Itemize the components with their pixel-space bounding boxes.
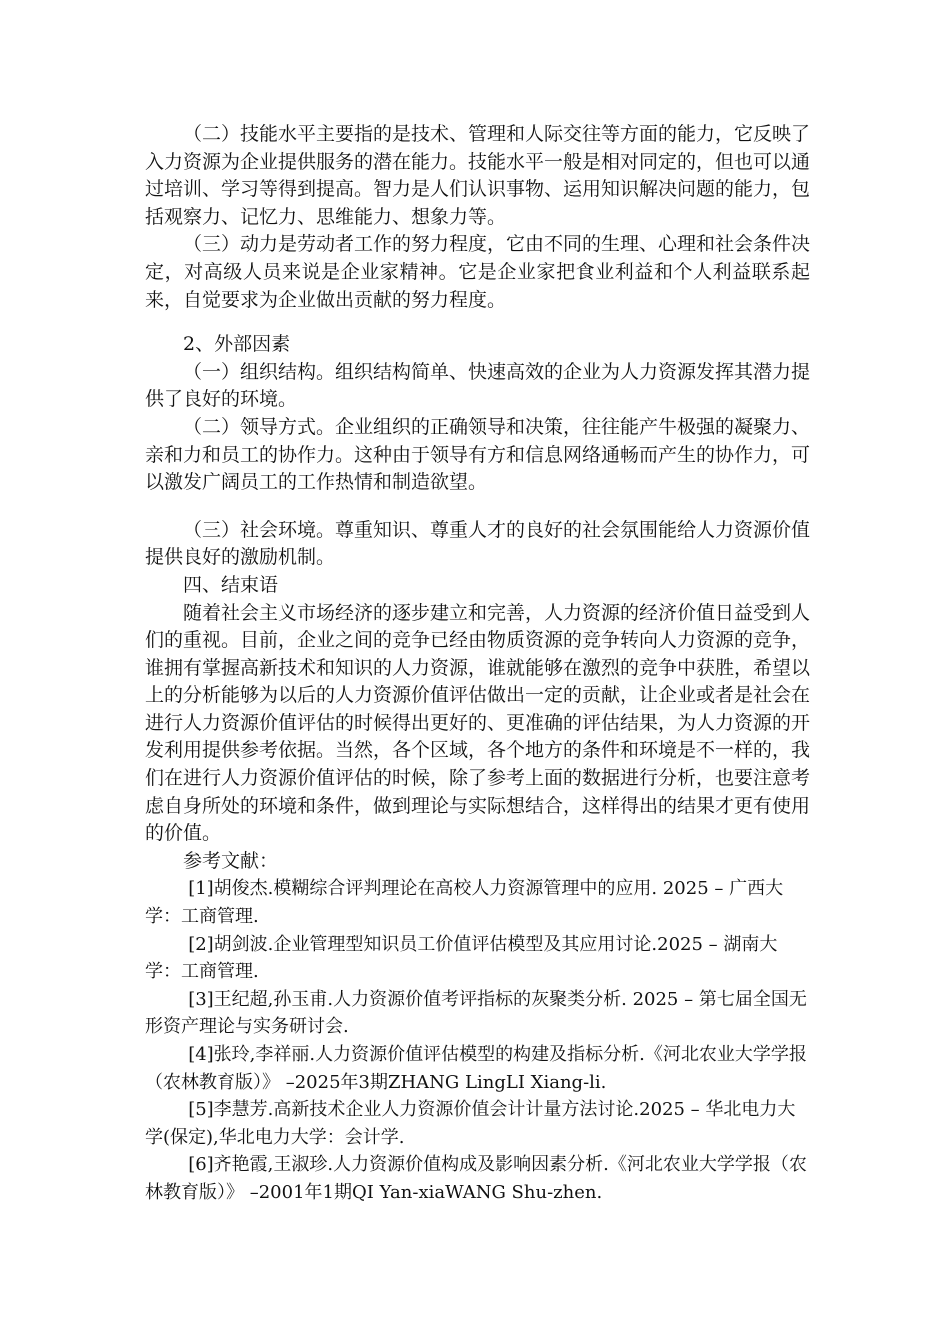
paragraph-organization-structure: （一）组织结构。组织结构简单、快速高效的企业为人力资源发挥其潜力提供了良好的环境。 [145,360,811,411]
heading-references: 参考文献： [183,849,279,872]
paragraph-conclusion: 随着社会主义市场经济的逐步建立和完善，人力资源的经济价值日益受到人们的重视。目前，企业之间的竞争已经由物质资源的竞争转向人力资源的竞争，谁拥有掌握高新技术和知识的人力资源，谁就能够在激烈的竞争中获胜，希望以上的分析能够为以后的人力资源价值评估做出一定的贡献，让企业或者是社会在进行人力资源价值评估的时候得出更好的、更准确的评估结果，为人力资源的开发利用提供参考依据。当然，各个区域，各个地方的条件和环境是不一样的，我们在进行人力资源价值评估的时候，除了参考上面的数据进行分析，也要注意考虑自身所处的环境和条件，做到理论与实际想结合，这样得出的结果才更有使用的价值。 [145,601,811,845]
paragraph-skill-level: （二）技能水平主要指的是技术、管理和人际交往等方面的能力，它反映了入力资源为企业提供服务的潜在能力。技能水平一般是相对同定的，但也可以通过培训、学习等得到提高。智力是人们认识事物、运用知识解决问题的能力，包括观察力、记忆力、思维能力、想象力等。 [145,123,811,228]
paragraph-leadership-style: （二）领导方式。企业组织的正确领导和决策，往往能产牛极强的凝聚力、亲和力和员工的协作力。这种由于领导有方和信息网络通畅而产生的协作力，可以激发广阔员工的工作热情和制造欲望。 [145,415,811,494]
heading-external-factors: 2、外部因素 [183,333,291,356]
paragraph-social-environment: （三）社会环境。尊重知识、尊重人才的良好的社会氛围能给人力资源价值提供良好的激励机制。 [145,518,811,569]
reference-item: [4]张玲,李祥丽.人力资源价值评估模型的构建及指标分析.《河北农业大学学报（农林教育版）》 –2025年3期ZHANG LingLI Xiang-li. [145,1044,807,1093]
reference-item: [3]王纪超,孙玉甫.人力资源价值考评指标的灰聚类分析. 2025 – 第七届全国无形资产理论与实务研讨会. [145,988,807,1038]
paragraph-motivation: （三）动力是劳动者工作的努力程度，它由不同的生理、心理和社会条件决定，对高级人员来说是企业家精神。它是企业家把食业利益和个人利益联系起来，自觉要求为企业做出贡献的努力程度。 [145,233,811,311]
reference-item: [5]李慧芳.高新技术企业人力资源价值会计计量方法讨论.2025 – 华北电力大学(保定),华北电力大学：会计学. [145,1099,796,1148]
reference-item: [6]齐艳霞,王淑珍.人力资源价值构成及影响因素分析.《河北农业大学学报（农林教育版）》 –2001年1期QI Yan-xiaWANG Shu-zhen. [145,1154,807,1203]
heading-conclusion: 四、结束语 [183,573,279,596]
reference-item: [2]胡剑波.企业管理型知识员工价值评估模型及其应用讨论.2025 – 湖南大学：工商管理. [145,933,778,983]
reference-item: [1]胡俊杰.模糊综合评判理论在高校人力资源管理中的应用. 2025 – 广西大学：工商管理. [145,878,784,928]
document-body [145,121,810,1207]
